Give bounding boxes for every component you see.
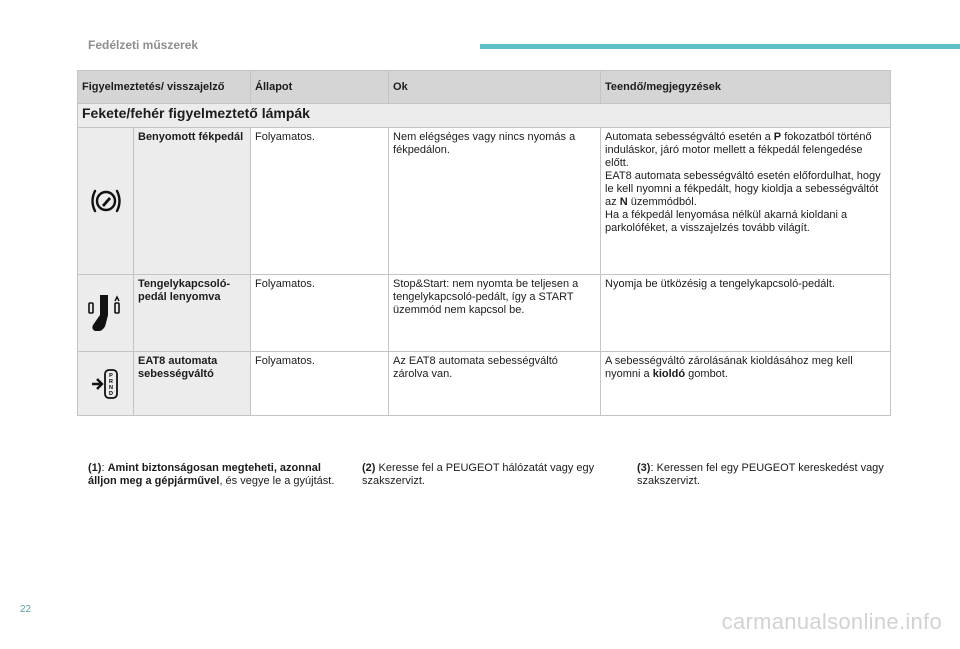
warning-name: Tengelykapcsoló-pedál lenyomva	[134, 275, 251, 352]
state-cell: Folyamatos.	[251, 352, 389, 416]
gear-letter: R	[108, 378, 113, 385]
icon-cell	[78, 352, 134, 416]
table-header-row	[78, 71, 891, 104]
watermark: carmanualsonline.info	[721, 609, 942, 634]
action-cell: A sebességváltó zárolásának kioldásához meg kell nyomni a kioldó gombot.	[601, 352, 891, 416]
page-number: 22	[20, 604, 32, 615]
icon-cell	[78, 275, 134, 352]
table-row	[78, 128, 891, 275]
state-cell: Folyamatos.	[251, 128, 389, 275]
column-header-action: Teendő/megjegyzések	[601, 71, 891, 104]
brake-pedal-warning-icon	[82, 188, 129, 214]
column-header-state: Állapot	[251, 71, 389, 104]
footnote-2: (2) Keresse fel a PEUGEOT hálózatát vagy egy szakszervizt.	[362, 462, 595, 487]
icon-cell	[78, 128, 134, 275]
action-paragraph: EAT8 automata sebességváltó esetén előfordulhat, hogy le kell nyomni a fékpedált, hogy kioldja a sebességváltót az N üzemmódból.	[605, 170, 881, 208]
clutch-pedal-icon	[82, 293, 129, 333]
table-row	[78, 275, 891, 352]
cause-cell: Az EAT8 automata sebességváltó zárolva van.	[389, 352, 601, 416]
action-paragraph: Ha a fékpedál lenyomása nélkül akarná kioldani a parkolóféket, a visszajelzés tovább világít.	[605, 209, 848, 234]
section-row	[78, 104, 891, 128]
state-cell: Folyamatos.	[251, 275, 389, 352]
accent-bar	[480, 44, 960, 49]
warning-name: Benyomott fékpedál	[134, 128, 251, 275]
section-heading: Fekete/fehér figyelmeztető lámpák	[78, 104, 891, 128]
warning-lights-table	[77, 70, 891, 416]
section-title: Fedélzeti műszerek	[88, 38, 199, 52]
table-row	[78, 352, 891, 416]
gearbox-lock-icon	[82, 368, 129, 400]
footnote-1: (1): Amint biztonságosan megteheti, azonnal álljon meg a gépjárművel, és vegye le a gyújtást.	[88, 462, 335, 487]
action-cell	[601, 128, 891, 275]
cause-cell: Nem elégséges vagy nincs nyomás a fékpedálon.	[389, 128, 601, 275]
gear-letter: P	[108, 372, 113, 379]
gear-letter: D	[108, 390, 113, 397]
action-cell: Nyomja be ütközésig a tengelykapcsoló-pedált.	[601, 275, 891, 352]
warning-name: EAT8 automata sebességváltó	[134, 352, 251, 416]
column-header-cause: Ok	[389, 71, 601, 104]
gear-letter: N	[108, 384, 113, 391]
column-header-warning: Figyelmeztetés/ visszajelző	[78, 71, 251, 104]
footnote-3: (3): Keressen fel egy PEUGEOT kereskedést vagy szakszervizt.	[637, 462, 884, 487]
action-paragraph: Automata sebességváltó esetén a P fokozatból történő induláskor, járó motor mellett a fékpedál felengedése előtt.	[605, 131, 872, 169]
cause-cell: Stop&Start: nem nyomta be teljesen a tengelykapcsoló-pedált, így a START üzemmód nem kapcsol be.	[389, 275, 601, 352]
